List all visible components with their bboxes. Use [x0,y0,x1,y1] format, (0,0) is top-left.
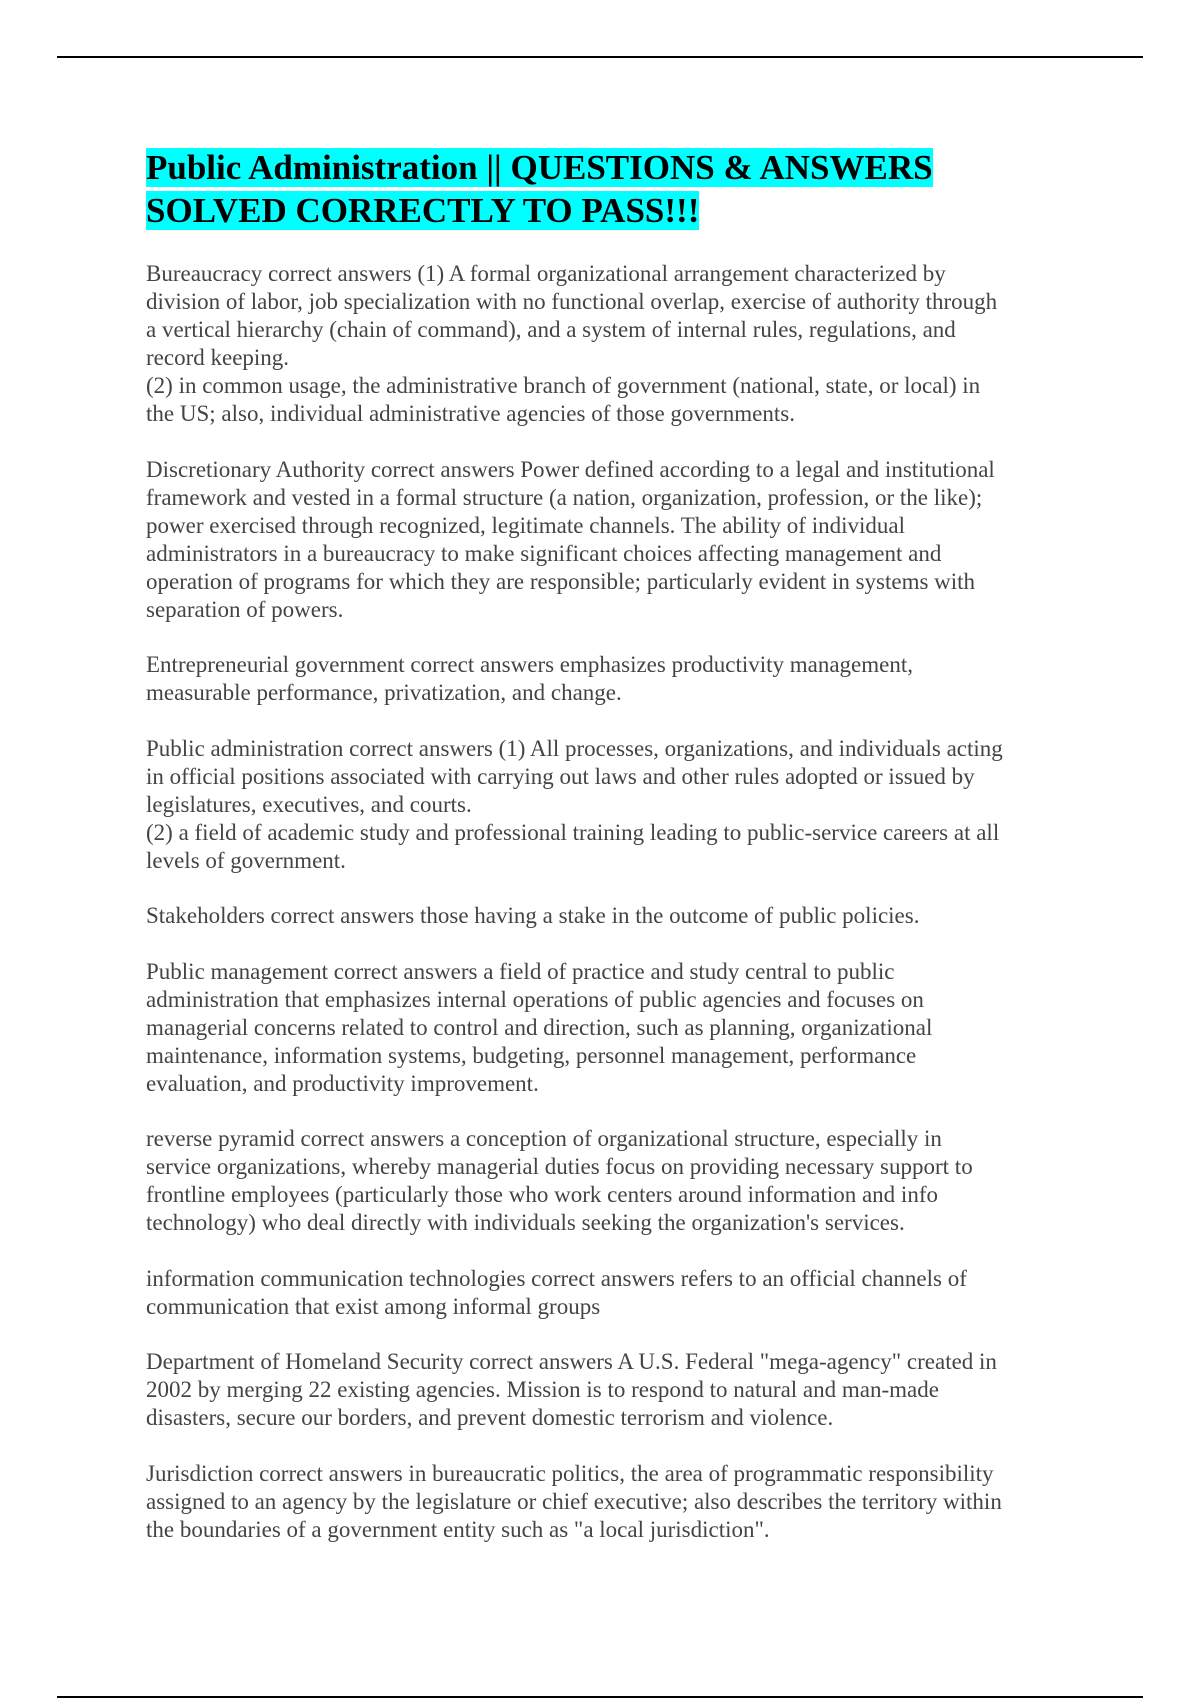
qa-entry-line: (2) a field of academic study and professional training leading to public-service careers at all [146,819,1000,845]
qa-entry-line: Entrepreneurial government correct answers emphasizes productivity management, [146,652,914,677]
qa-entry-line: Public management correct answers a field of practice and study central to public [146,958,895,984]
qa-entry-line: record keeping. [146,345,290,370]
qa-entry [146,260,1066,428]
qa-entry-line: Jurisdiction correct answers in bureaucratic politics, the area of programmatic responsibility [146,1460,994,1486]
qa-entry-line: legislatures, executives, and courts. [146,791,472,817]
qa-entry [146,1265,1066,1321]
qa-entry-line: administration that emphasizes internal operations of public agencies and focuses on [146,986,924,1012]
entry-list [146,260,1066,1544]
qa-entry-line: frontline employees (particularly those who work centers around information and info [146,1182,938,1207]
qa-entry [146,902,1066,930]
qa-entry-line: communication that exist among informal groups [146,1293,601,1319]
qa-entry [146,1460,1066,1544]
qa-entry-line: Discretionary Authority correct answers Power defined according to a legal and institutional [146,456,995,482]
document-body [146,146,1066,1571]
title-line: Public Administration || QUESTIONS & ANSWERS [146,148,933,187]
top-rule [57,56,1143,58]
qa-entry-line: power exercised through recognized, legitimate channels. The ability of individual [146,512,905,538]
qa-entry-line: Stakeholders correct answers those having a stake in the outcome of public policies. [146,903,920,928]
qa-entry-line: measurable performance, privatization, and change. [146,680,622,705]
qa-entry [146,456,1066,624]
qa-entry [146,958,1066,1098]
qa-entry-line: assigned to an agency by the legislature or chief executive; also describes the territory within [146,1488,1002,1514]
bottom-rule [57,1696,1143,1698]
qa-entry-line: service organizations, whereby managerial duties focus on providing necessary support to [146,1154,973,1179]
qa-entry-line: in official positions associated with carrying out laws and other rules adopted or issued by [146,763,975,789]
qa-entry-line: the US; also, individual administrative agencies of those governments. [146,401,795,426]
qa-entry-line: division of labor, job specialization with no functional overlap, exercise of authority through [146,289,998,314]
qa-entry-line: operation of programs for which they are responsible; particularly evident in systems with [146,568,976,594]
qa-entry-line: levels of government. [146,847,346,873]
qa-entry-line: separation of powers. [146,596,344,622]
qa-entry-line: information communication technologies correct answers refers to an official channels of [146,1265,967,1291]
qa-entry [146,1125,1066,1237]
qa-entry-line: framework and vested in a formal structure (a nation, organization, profession, or the like); [146,484,983,510]
qa-entry [146,735,1066,875]
qa-entry-line: disasters, secure our borders, and prevent domestic terrorism and violence. [146,1405,834,1430]
qa-entry-line: evaluation, and productivity improvement. [146,1070,539,1096]
qa-entry-line: the boundaries of a government entity such as "a local jurisdiction". [146,1516,770,1542]
qa-entry-line: 2002 by merging 22 existing agencies. Mission is to respond to natural and man-made [146,1377,939,1402]
qa-entry-line: administrators in a bureaucracy to make significant choices affecting management and [146,540,942,566]
qa-entry-line: maintenance, information systems, budgeting, personnel management, performance [146,1042,917,1068]
qa-entry-line: technology) who deal directly with individuals seeking the organization's services. [146,1210,905,1235]
qa-entry-line: reverse pyramid correct answers a conception of organizational structure, especially in [146,1126,942,1151]
qa-entry-line: Bureaucracy correct answers (1) A formal organizational arrangement characterized by [146,261,946,286]
qa-entry-line: Department of Homeland Security correct answers A U.S. Federal "mega-agency" created in [146,1349,997,1374]
qa-entry-line: a vertical hierarchy (chain of command), and a system of internal rules, regulations, and [146,317,956,342]
page-title [146,146,1066,232]
title-line: SOLVED CORRECTLY TO PASS!!! [146,191,700,230]
qa-entry [146,651,1066,707]
qa-entry-line: managerial concerns related to control and direction, such as planning, organizational [146,1014,933,1040]
qa-entry-line: (2) in common usage, the administrative branch of government (national, state, or local) in [146,373,981,398]
qa-entry [146,1348,1066,1432]
qa-entry-line: Public administration correct answers (1) All processes, organizations, and individuals acting [146,735,1003,761]
